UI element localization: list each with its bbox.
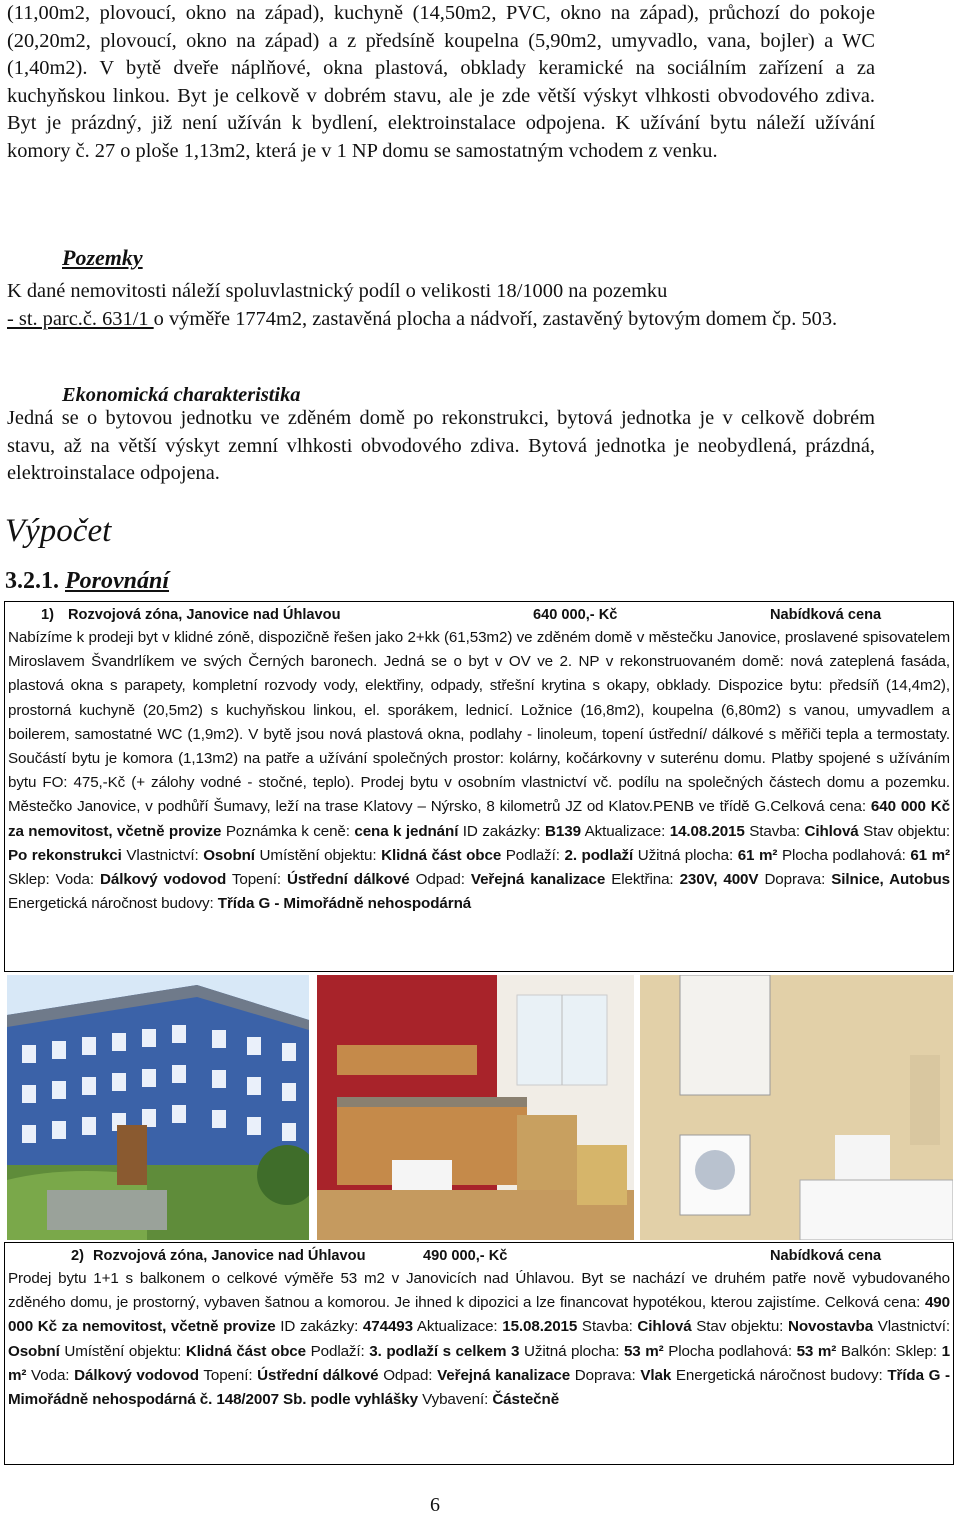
photo-kitchen — [317, 975, 634, 1240]
param-value: 15.08.2015 — [502, 1318, 578, 1336]
param-label: Celková cena: — [770, 798, 871, 816]
listing-2-params — [8, 1294, 950, 1408]
param-label: Vlastnictví: — [873, 1318, 950, 1336]
intro-paragraph: (11,00m2, plovoucí, okno na západ), kuchyně (14,50m2, PVC, okno na západ), průchozí do pokoje (20,20m2, plovoucí, okno na západ) a z předsíně koupelna (5,90m2, umyvadlo, vana, bojler) a WC (1,40m2). V bytě dveře náplňové, okna plastová, obklady keramické na sociálním zařízení a za kuchyňskou linkou. Byt je celkově v dobrém stavu, ale je zde větší výskyt vlhkosti obvodového zdiva. Byt je prázdný, již není užíván k bydlení, elektroinstalace odpojena. K užívání bytu náleží užívání komory č. 27 o ploše 1,13m2, která je v 1 NP domu se samostatným vchodem z venku. — [7, 2, 875, 162]
listing-2-price: 490 000,- Kč — [423, 1248, 508, 1264]
param-label: Balkón: Sklep: — [836, 1342, 942, 1360]
param-value: Novostavba — [787, 1318, 874, 1336]
param-value: Částečně — [492, 1391, 560, 1409]
listing-1-title: Rozvojová zóna, Janovice nad Úhlavou — [68, 607, 341, 623]
param-value: Ústřední dálkové — [286, 871, 410, 889]
ekonomicka-paragraph: Jedná se o bytovou jednotku ve zděném domě po rekonstrukci, bytová jednotka je v celkově dobrém stavu, až na větší výskyt zemní vlhkosti obvodového zdiva. Bytová jednotka je neobydlená, prázdná, elektroinstalace odpojena. — [7, 407, 875, 484]
param-label: Aktualizace: — [580, 822, 670, 840]
pozemky-text-a: K dané nemovitosti náleží spoluvlastnický podíl o velikosti 18/1000 na pozemku — [7, 280, 668, 302]
ekonomicka-heading: Ekonomická charakteristika — [62, 384, 301, 406]
param-label: Odpad: — [378, 1366, 438, 1384]
param-value: cena k jednání — [354, 822, 459, 840]
param-label: Stav objektu: — [691, 1318, 788, 1336]
param-label: Stavba: — [744, 822, 805, 840]
param-value: 640 000 Kč za nemovitost, včetně provize — [8, 798, 950, 840]
porovnani-heading — [5, 568, 169, 595]
pozemky-text-b: o výměře 1774m2, zastavěná plocha a nádvoří, zastavěný bytovým domem čp. 503. — [153, 307, 838, 330]
listing-2-body — [5, 1267, 953, 1412]
param-label: ID zakázky: — [275, 1318, 363, 1336]
param-value: Po rekonstrukci — [8, 846, 122, 864]
param-label: Energetická náročnost budovy: — [8, 895, 218, 913]
param-label: Doprava: — [570, 1366, 641, 1384]
param-value: 53 m² — [796, 1342, 837, 1360]
param-value: Osobní — [203, 846, 255, 864]
param-label: Elektřina: — [605, 871, 680, 889]
param-label: ID zakázky: — [458, 822, 546, 840]
param-label: Vybavení: — [417, 1391, 493, 1409]
listing-2-kind: Nabídková cena — [770, 1248, 882, 1264]
photo-bathroom — [640, 975, 953, 1240]
listing-1-header — [5, 602, 953, 626]
vypocet-heading: Výpočet — [5, 513, 112, 549]
pozemky-heading: Pozemky — [62, 245, 143, 270]
param-label: Stav objektu: — [858, 822, 950, 840]
param-label: Plocha podlahová: — [777, 846, 911, 864]
param-value: Třída G - Mimořádně nehospodárná č. 148/2007 Sb. podle vyhlášky — [8, 1366, 950, 1409]
param-value: Klidná část obce — [185, 1342, 306, 1360]
param-value: Dálkový vodovod — [74, 1366, 199, 1384]
param-label: Topení: — [198, 1366, 258, 1384]
param-label: Stavba: — [577, 1318, 638, 1336]
param-label: Vlastnictví: — [121, 846, 204, 864]
param-value: Klidná část obce — [381, 846, 502, 864]
param-value: Třída G - Mimořádně nehospodárná — [217, 895, 472, 913]
param-value: 14.08.2015 — [669, 822, 745, 840]
param-value: 53 m² — [623, 1342, 664, 1360]
listing-1-number: 1) — [41, 607, 54, 623]
porovnani-title: Porovnání — [65, 568, 170, 594]
listing-1-kind: Nabídková cena — [770, 607, 882, 623]
param-label: Celková cena: — [820, 1294, 925, 1312]
param-value: 61 m² — [737, 846, 778, 864]
listing-1-price: 640 000,- Kč — [533, 607, 618, 623]
param-value: 230V, 400V — [679, 871, 759, 889]
param-value: Silnice, Autobus — [831, 871, 950, 889]
listing-2-box — [4, 1242, 954, 1465]
photo-building — [7, 975, 309, 1240]
pozemky-paragraph — [7, 278, 875, 333]
param-value: Cihlová — [637, 1318, 692, 1336]
param-value: 61 m² — [910, 846, 950, 864]
param-label: Poznámka k ceně: — [221, 822, 355, 840]
listing-2-description: Prodej bytu 1+1 s balkonem o celkové výměře 53 m2 v Janovicích nad Úhlavou. Byt se nachází ve druhém patře nově vybudovaného zděného domu, je prostorný, vybaven šatnou a komorou. Je ihned k dipozici a lze financovat hypotékou, kterou zajistíme. — [8, 1270, 950, 1312]
param-value: Vlak — [640, 1366, 672, 1384]
param-value: Dálkový vodovod — [99, 871, 227, 889]
param-label: Aktualizace: — [413, 1318, 503, 1336]
param-value: Osobní — [8, 1342, 60, 1360]
listing-1-box — [4, 601, 954, 972]
param-value: Veřejná kanalizace — [437, 1366, 571, 1384]
param-label: Odpad: — [409, 871, 471, 889]
param-label: Voda: — [26, 1366, 75, 1384]
param-label: Umístění objektu: — [254, 846, 382, 864]
param-value: 1 m² — [8, 1342, 950, 1384]
param-label: Užitná plocha: — [519, 1342, 624, 1360]
param-label: Umístění objektu: — [59, 1342, 186, 1360]
param-value: 490 000 Kč za nemovitost, včetně provize — [8, 1294, 950, 1336]
param-label: Podlaží: — [501, 846, 565, 864]
listing-2-title: Rozvojová zóna, Janovice nad Úhlavou — [93, 1248, 366, 1264]
listing-1-params — [8, 798, 950, 912]
listing-1-body — [5, 626, 953, 916]
page-number: 6 — [430, 1494, 440, 1516]
listing-2-header — [5, 1243, 953, 1267]
parcel-number: - st. parc.č. 631/1 — [7, 307, 154, 330]
param-value: 474493 — [362, 1318, 414, 1336]
porovnani-number: 3.2.1. — [5, 568, 59, 594]
param-label: Plocha podlahová: — [663, 1342, 797, 1360]
listing-2-number: 2) — [71, 1248, 84, 1264]
param-value: Veřejná kanalizace — [470, 871, 606, 889]
param-label: Topení: — [226, 871, 287, 889]
param-value: B139 — [545, 822, 581, 840]
param-value: Cihlová — [804, 822, 859, 840]
param-label: Podlaží: — [305, 1342, 370, 1360]
param-label: Doprava: — [758, 871, 832, 889]
param-value: Ústřední dálkové — [257, 1366, 379, 1384]
param-label: Sklep: Voda: — [8, 871, 100, 889]
listing-1-description: Nabízíme k prodeji byt v klidné zóně, dispozičně řešen jako 2+kk (61,53m2) ve zděném domě v městečku Janovice, proslavené spisovatelem Miroslavem Švandrlíkem ve svých Černých baronech. Jedná se o byt v OV ve 2. NP v rekonstruovaném domě: nová zateplená fasáda, plastová okna s parapety, kompletní rozvody vody, elektřiny, odpady, střešní krytina s okapy, obklady. Dispozice bytu: předsíň (14,4m2), prostorná kuchyně (20,5m2) s kuchyňskou linkou, el. sporákem, lednicí. Ložnice (16,8m2), koupelna (6,80m2) s vanou, umyvadlem a boilerem, samostatné WC (1,9m2). V bytě jsou nová plastová okna, podlahy - linoleum, topení ústřední/ dálkové s měřiči tepla a termostaty. Součástí bytu je komora (1,13m2) na patře a užívání společných prostor: kolárny, kočárkovny v suterénu domu. Platby spojené s užíváním bytu FO: 475,-Kč (+ zálohy vodné - stočné, teplo). Prodej bytu v osobním vlastnictví vč. podílu na společných částech domu a pozemku. Městečko Janovice, v podhůří Šumavy, leží na trase Klatovy – Nýrsko, 8 kilometrů JZ od Klatov.PENB ve třídě G. — [8, 629, 950, 816]
photo-strip — [7, 975, 953, 1240]
param-value: 2. podlaží — [564, 846, 634, 864]
param-value: 3. podlaží s celkem 3 — [369, 1342, 520, 1360]
param-label: Užitná plocha: — [633, 846, 738, 864]
param-label: Energetická náročnost budovy: — [671, 1366, 888, 1384]
